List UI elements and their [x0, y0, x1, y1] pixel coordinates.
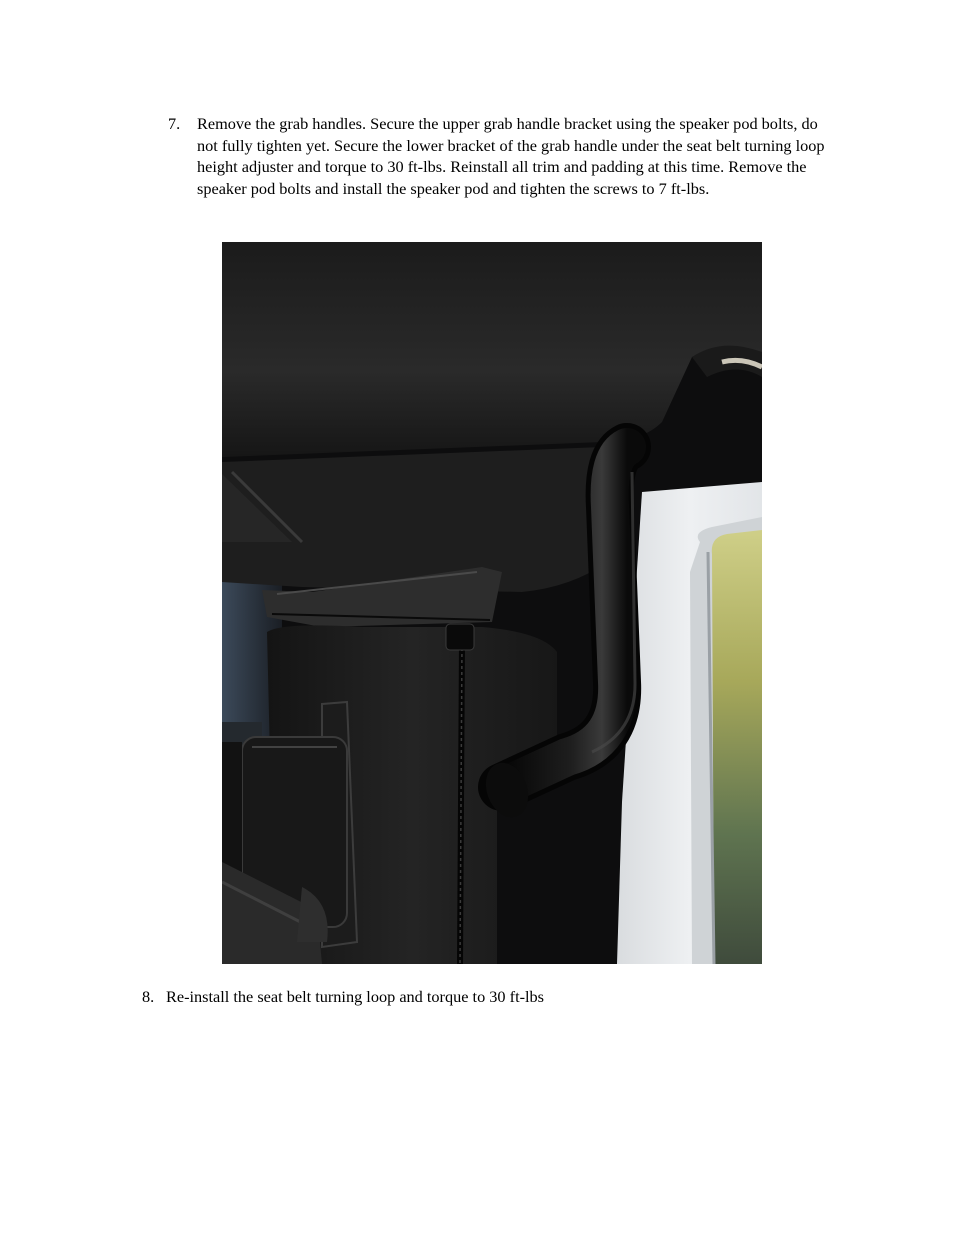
step-number: 7.	[168, 114, 181, 133]
instruction-step-7	[168, 113, 828, 199]
step-number: 8.	[142, 987, 155, 1006]
instruction-step-8	[142, 986, 842, 1008]
step-text: Remove the grab handles. Secure the upper grab handle bracket using the speaker pod bolts, do not fully tighten yet. Secure the lower bracket of the grab handle under the seat belt turning loop height adjuster and torque to 30 ft-lbs. Reinstall all trim and padding at this time. Remove the speaker pod bolts and install the speaker pod and tighten the screws to 7 ft-lbs.	[197, 114, 825, 198]
grab-handle-photo	[222, 242, 762, 964]
step-text: Re-install the seat belt turning loop and torque to 30 ft-lbs	[166, 987, 545, 1006]
